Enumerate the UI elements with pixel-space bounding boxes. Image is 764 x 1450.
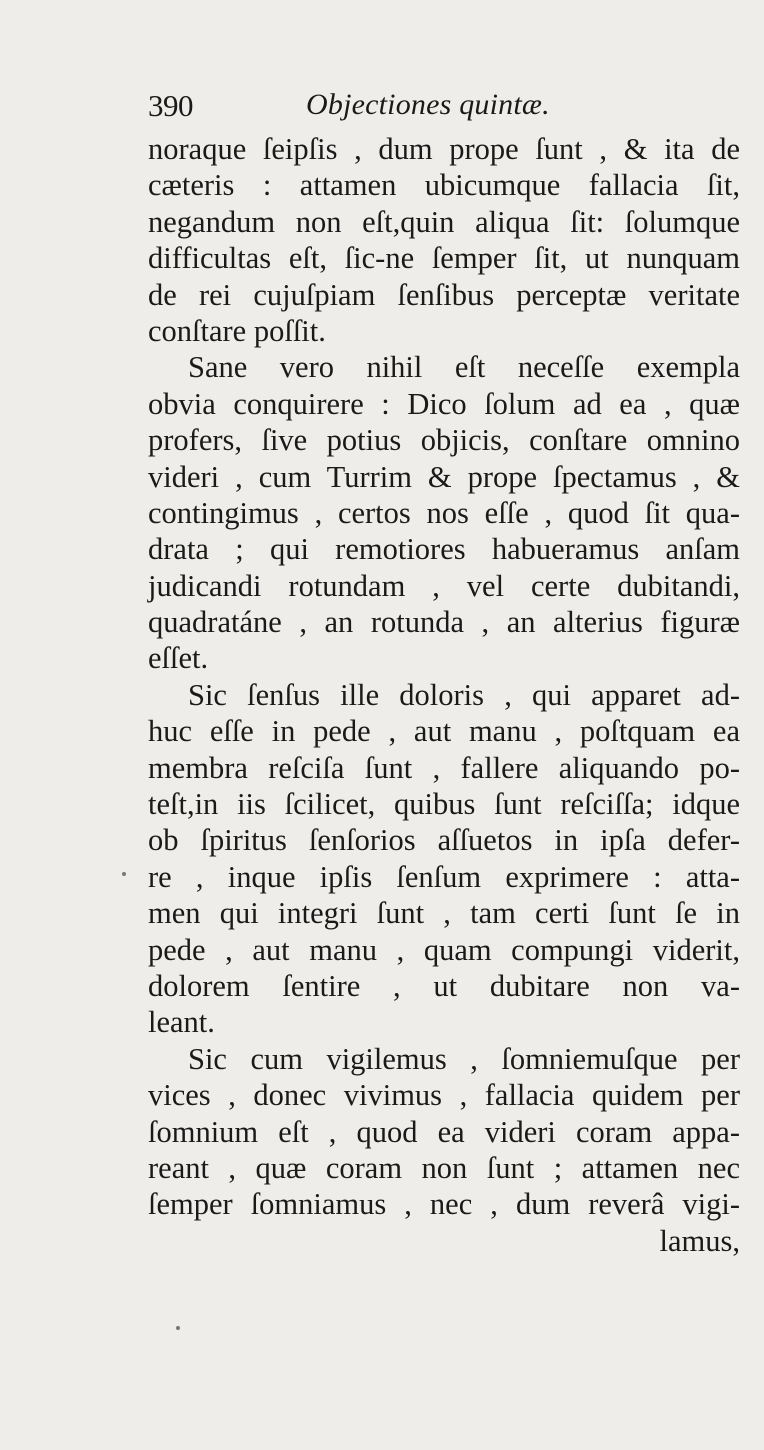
- catchword: lamus,: [659, 1223, 740, 1258]
- margin-speck: [176, 1326, 180, 1330]
- text-line: profers, ſive potius objicis, conſtare omnino: [148, 423, 740, 458]
- text-line: de rei cujuſpiam ſenſibus perceptæ veritate: [148, 277, 740, 312]
- text-line: ſomnium eſt , quod ea videri coram appa-: [148, 1114, 740, 1149]
- text-line: judicandi rotundam , vel certe dubitandi,: [148, 568, 740, 603]
- text-line: teſt,in iis ſcilicet, quibus ſunt reſciſſa; idque: [148, 787, 740, 822]
- text-line: videri , cum Turrim & prope ſpectamus , &: [148, 459, 740, 494]
- text-line: huc eſſe in pede , aut manu , poſtquam ea: [148, 714, 740, 749]
- text-line: re , inque ipſis ſenſum exprimere : atta-: [148, 859, 740, 894]
- text-line: difficultas eſt, ſic-ne ſemper ſit, ut nunquam: [148, 241, 740, 276]
- margin-speck: [122, 872, 126, 876]
- running-head: Objectiones quintæ.: [306, 88, 550, 121]
- text-line: membra reſciſa ſunt , fallere aliquando po-: [148, 750, 740, 785]
- text-line: reant , quæ coram non ſunt ; attamen nec: [148, 1150, 740, 1185]
- text-line: Sic cum vigilemus , ſomniemuſque per: [188, 1041, 740, 1076]
- text-line: Sane vero nihil eſt neceſſe exempla: [188, 350, 740, 385]
- text-line: drata ; qui remotiores habueramus anſam: [148, 532, 740, 567]
- text-line: leant.: [148, 1005, 215, 1040]
- text-line: pede , aut manu , quam compungi viderit,: [148, 932, 740, 967]
- text-line: men qui integri ſunt , tam certi ſunt ſe in: [148, 896, 740, 931]
- text-line: quadratáne , an rotunda , an alterius figuræ: [148, 605, 740, 640]
- text-line: obvia conquirere : Dico ſolum ad ea , quæ: [148, 386, 740, 421]
- text-line: vices , donec vivimus , fallacia quidem per: [148, 1078, 740, 1113]
- text-line: dolorem ſentire , ut dubitare non va-: [148, 968, 740, 1003]
- text-line: ſemper ſomniamus , nec , dum reverâ vigi-: [148, 1187, 740, 1222]
- text-line: cæteris : attamen ubicumque fallacia ſit,: [148, 168, 740, 203]
- page-number: 390: [148, 88, 193, 123]
- text-line: negandum non eſt,quin aliqua ſit: ſolumque: [148, 204, 740, 239]
- text-line: ob ſpiritus ſenſorios aſſuetos in ipſa defer-: [148, 823, 740, 858]
- body-text: [148, 131, 740, 1259]
- text-line: eſſet.: [148, 641, 209, 676]
- page-header: [148, 78, 748, 128]
- text-line: noraque ſeipſis , dum prope ſunt , & ita de: [148, 132, 740, 166]
- text-line: contingimus , certos nos eſſe , quod ſit qua-: [148, 495, 740, 530]
- text-line: conſtare poſſit.: [148, 313, 326, 348]
- text-line: Sic ſenſus ille doloris , qui apparet ad-: [188, 677, 740, 712]
